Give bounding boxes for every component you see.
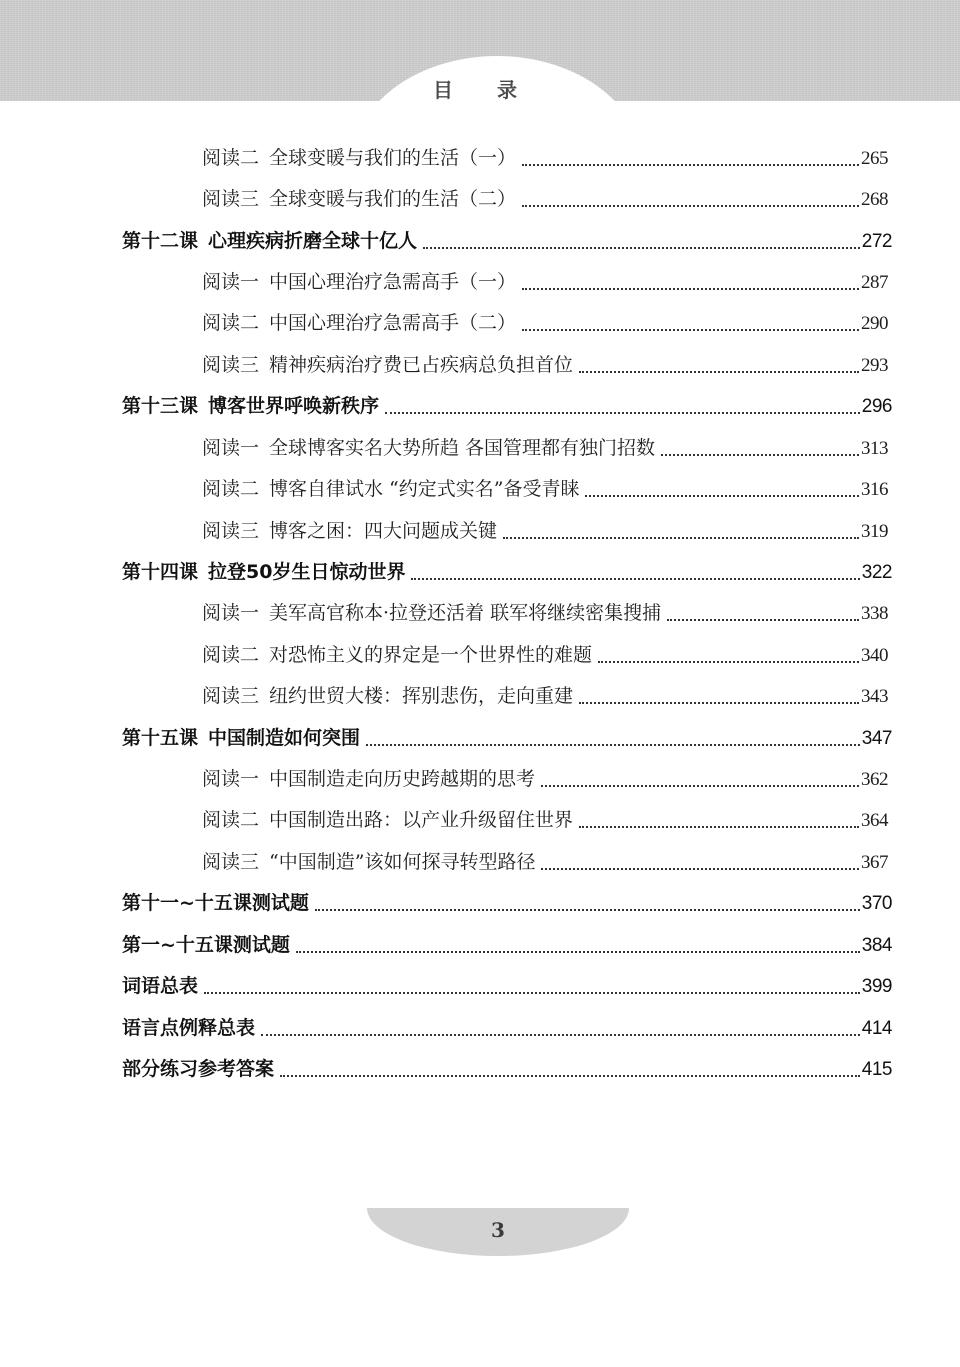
toc-entry-reading[interactable] <box>202 847 888 877</box>
dot-leader <box>661 454 859 456</box>
entry-page: 399 <box>861 976 892 997</box>
entry-prefix: 阅读一 <box>202 602 260 624</box>
toc-entry-grammar[interactable] <box>122 1013 892 1043</box>
entry-title: 全球变暖与我们的生活（二） <box>269 188 517 210</box>
entry-title: 部分练习参考答案 <box>122 1058 275 1080</box>
dot-leader <box>522 205 859 207</box>
toc-entry-reading[interactable] <box>202 350 888 380</box>
entry-page: 370 <box>861 893 892 914</box>
dot-leader <box>503 537 859 539</box>
page-title: 目录 <box>433 78 561 102</box>
entry-title: 词语总表 <box>122 975 199 997</box>
entry-page: 290 <box>861 313 888 334</box>
entry-title: 中国心理治疗急需高手（一） <box>269 271 517 293</box>
entry-title: 博客世界呼唤新秩序 <box>208 395 380 417</box>
dot-leader <box>411 578 859 580</box>
dot-leader <box>315 909 860 911</box>
entry-title: 博客之困：四大问题成关键 <box>269 520 498 542</box>
entry-page: 414 <box>861 1018 892 1039</box>
entry-prefix: 阅读三 <box>202 685 260 707</box>
dot-leader <box>579 702 859 704</box>
entry-title: 美军高官称本·拉登还活着 联军将继续密集搜捕 <box>269 602 662 624</box>
entry-title: 中国制造出路：以产业升级留住世界 <box>269 809 574 831</box>
entry-prefix: 阅读三 <box>202 354 260 376</box>
entry-title: 中国制造走向历史跨越期的思考 <box>269 768 536 790</box>
entry-prefix: 阅读一 <box>202 768 260 790</box>
entry-prefix: 阅读三 <box>202 188 260 210</box>
dot-leader <box>541 785 859 787</box>
entry-page: 265 <box>861 148 888 169</box>
entry-prefix: 阅读三 <box>202 851 260 873</box>
dot-leader <box>280 1075 860 1077</box>
toc-entry-test[interactable] <box>122 888 892 918</box>
entry-title: 语言点例释总表 <box>122 1017 256 1039</box>
entry-title: 博客自律试水 “约定式实名”备受青睐 <box>269 478 580 500</box>
entry-prefix: 阅读一 <box>202 437 260 459</box>
toc-entry-lesson[interactable] <box>122 391 892 421</box>
entry-page: 293 <box>861 355 888 376</box>
entry-prefix: 第十四课 <box>122 561 199 583</box>
dot-leader <box>585 495 859 497</box>
entry-page: 268 <box>861 189 888 210</box>
entry-title: 精神疾病治疗费已占疾病总负担首位 <box>269 354 574 376</box>
entry-page: 362 <box>861 769 888 790</box>
entry-title: 中国制造如何突围 <box>208 727 361 749</box>
dot-leader <box>579 826 859 828</box>
entry-title: “中国制造”该如何探寻转型路径 <box>269 851 536 873</box>
entry-page: 415 <box>861 1059 892 1080</box>
toc-entry-lesson[interactable] <box>122 557 892 587</box>
entry-page: 316 <box>861 479 888 500</box>
entry-prefix: 阅读二 <box>202 809 260 831</box>
entry-page: 367 <box>861 852 888 873</box>
toc-entry-reading[interactable] <box>202 474 888 504</box>
toc-entry-reading[interactable] <box>202 143 888 173</box>
toc-entry-reading[interactable] <box>202 308 888 338</box>
entry-page: 364 <box>861 810 888 831</box>
entry-title: 第十一~十五课测试题 <box>122 892 309 914</box>
dot-leader <box>385 412 860 414</box>
entry-title: 拉登50岁生日惊动世界 <box>208 561 406 583</box>
entry-title: 中国心理治疗急需高手（二） <box>269 312 517 334</box>
entry-title: 对恐怖主义的界定是一个世界性的难题 <box>269 644 593 666</box>
entry-page: 322 <box>861 562 892 583</box>
page-number: 3 <box>491 1218 505 1242</box>
entry-prefix: 第十三课 <box>122 395 199 417</box>
entry-page: 338 <box>861 603 888 624</box>
entry-page: 340 <box>861 645 888 666</box>
dot-leader <box>541 868 859 870</box>
entry-prefix: 阅读三 <box>202 520 260 542</box>
dot-leader <box>522 329 859 331</box>
entry-prefix: 阅读二 <box>202 147 260 169</box>
dot-leader <box>296 951 860 953</box>
entry-title: 全球变暖与我们的生活（一） <box>269 147 517 169</box>
entry-prefix: 阅读一 <box>202 271 260 293</box>
toc-entry-vocabulary[interactable] <box>122 971 892 1001</box>
toc-entry-answers[interactable] <box>122 1054 892 1084</box>
toc-entry-lesson[interactable] <box>122 226 892 256</box>
dot-leader <box>522 164 859 166</box>
entry-prefix: 第十二课 <box>122 230 199 252</box>
entry-title: 全球博客实名大势所趋 各国管理都有独门招数 <box>269 437 656 459</box>
dot-leader <box>204 992 860 994</box>
entry-title: 第一~十五课测试题 <box>122 934 290 956</box>
toc-entry-reading[interactable] <box>202 681 888 711</box>
toc-entry-reading[interactable] <box>202 516 888 546</box>
dot-leader <box>598 661 859 663</box>
entry-title: 心理疾病折磨全球十亿人 <box>208 230 418 252</box>
toc-entry-reading[interactable] <box>202 267 888 297</box>
entry-page: 287 <box>861 272 888 293</box>
toc-entry-lesson[interactable] <box>122 723 892 753</box>
toc-entry-reading[interactable] <box>202 640 888 670</box>
entry-prefix: 阅读二 <box>202 312 260 334</box>
dot-leader <box>579 371 859 373</box>
entry-prefix: 阅读二 <box>202 478 260 500</box>
dot-leader <box>423 247 860 249</box>
entry-prefix: 阅读二 <box>202 644 260 666</box>
toc-entry-reading[interactable] <box>202 805 888 835</box>
entry-page: 313 <box>861 438 888 459</box>
entry-page: 347 <box>861 728 892 749</box>
toc-entry-reading[interactable] <box>202 433 888 463</box>
dot-leader <box>366 744 860 746</box>
dot-leader <box>261 1034 860 1036</box>
entry-title: 纽约世贸大楼：挥别悲伤，走向重建 <box>269 685 574 707</box>
toc-entry-reading[interactable] <box>202 764 888 794</box>
entry-page: 384 <box>861 935 892 956</box>
entry-prefix: 第十五课 <box>122 727 199 749</box>
dot-leader <box>522 288 859 290</box>
entry-page: 272 <box>861 231 892 252</box>
toc-entry-test[interactable] <box>122 930 892 960</box>
toc-entry-reading[interactable] <box>202 598 888 628</box>
entry-page: 296 <box>861 396 892 417</box>
entry-page: 319 <box>861 521 888 542</box>
entry-page: 343 <box>861 686 888 707</box>
dot-leader <box>667 619 859 621</box>
toc-entry-reading[interactable] <box>202 184 888 214</box>
